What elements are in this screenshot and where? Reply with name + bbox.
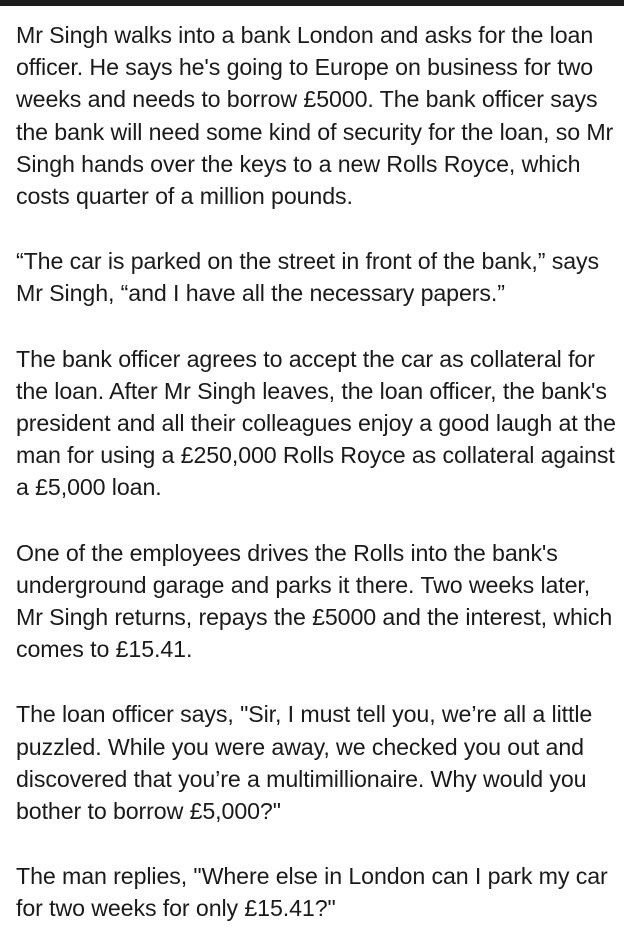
- paragraph-6: The man replies, "Where else in London can I park my car for two weeks for only £15.41?": [16, 863, 608, 922]
- paragraph-3: The bank officer agrees to accept the car as collateral for the loan. After Mr Singh leaves, the loan officer, the bank's president and all their colleagues enjoy a good laugh at the man for using a £250,000 Rolls Royce as collateral against a £5,000 loan.: [16, 345, 616, 501]
- top-status-bar: [0, 0, 624, 6]
- paragraph-4: One of the employees drives the Rolls into the bank's underground garage and parks it there. Two weeks later, Mr Singh returns, repays the £5000 and the interest, which comes to £15.41.: [16, 539, 613, 663]
- paragraph-1: Mr Singh walks into a bank London and asks for the loan officer. He says he's going to Europe on business for two weeks and needs to borrow £5000. The bank officer says the bank will need some kind of security for the loan, so Mr Singh hands over the keys to a new Rolls Royce, which costs quarter of a million pounds.: [16, 22, 614, 210]
- post-body: [16, 19, 616, 925]
- paragraph-5: The loan officer says, "Sir, I must tell you, we’re all a little puzzled. While you were away, we checked you out and discovered that you’re a multimillionaire. Why would you bother to borrow £5,000?": [16, 701, 593, 825]
- paragraph-2: “The car is parked on the street in front of the bank,” says Mr Singh, “and I have all the necessary papers.”: [16, 248, 599, 307]
